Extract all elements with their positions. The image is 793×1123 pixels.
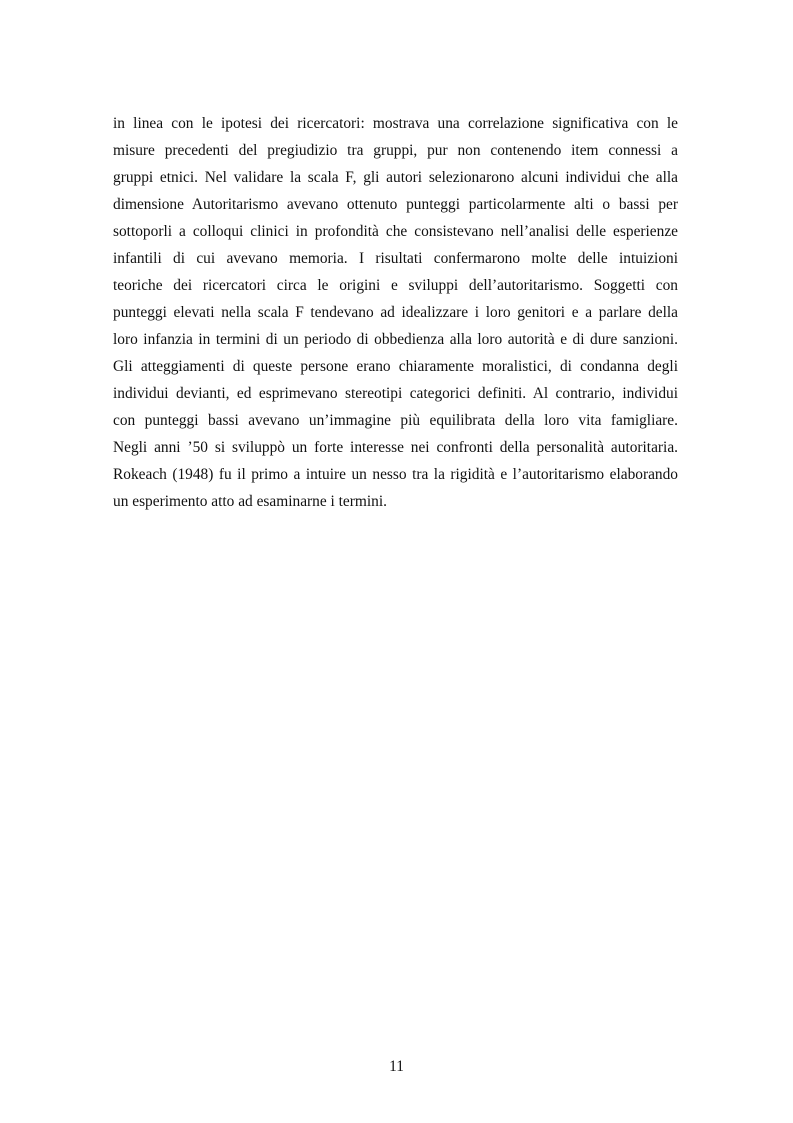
paragraph-line: Rokeach (1948) fu il primo a intuire un nesso tra la rigidità e l’autoritarismo elaborando: [113, 466, 678, 483]
paragraph-line: misure precedenti del pregiudizio tra gruppi, pur non contenendo item connessi a: [113, 142, 678, 159]
body-paragraph: [113, 110, 678, 515]
paragraph-line: in linea con le ipotesi dei ricercatori: mostrava una correlazione significativa con le: [113, 115, 678, 132]
paragraph-line: teoriche dei ricercatori circa le origini e sviluppi dell’autoritarismo. Soggetti con: [113, 277, 678, 294]
paragraph-line-last: un esperimento atto ad esaminarne i termini.: [113, 493, 387, 510]
paragraph-line: sottoporli a colloqui clinici in profondità che consistevano nell’analisi delle esperienze: [113, 223, 678, 240]
paragraph-line: gruppi etnici. Nel validare la scala F, gli autori selezionarono alcuni individui che alla: [113, 169, 678, 186]
page-number: 11: [389, 1058, 404, 1075]
paragraph-line: loro infanzia in termini di un periodo di obbedienza alla loro autorità e di dure sanzioni.: [113, 331, 678, 348]
paragraph-line: infantili di cui avevano memoria. I risultati confermarono molte delle intuizioni: [113, 250, 678, 267]
paragraph-line: Negli anni ’50 si sviluppò un forte interesse nei confronti della personalità autoritaria.: [113, 439, 678, 456]
paragraph-line: Gli atteggiamenti di queste persone erano chiaramente moralistici, di condanna degli: [113, 358, 678, 375]
paragraph-line: individui devianti, ed esprimevano stereotipi categorici definiti. Al contrario, individui: [113, 385, 678, 402]
paragraph-line: punteggi elevati nella scala F tendevano ad idealizzare i loro genitori e a parlare della: [113, 304, 678, 321]
paragraph-line: dimensione Autoritarismo avevano ottenuto punteggi particolarmente alti o bassi per: [113, 196, 678, 213]
paragraph-line: con punteggi bassi avevano un’immagine più equilibrata della loro vita famigliare.: [113, 412, 678, 429]
